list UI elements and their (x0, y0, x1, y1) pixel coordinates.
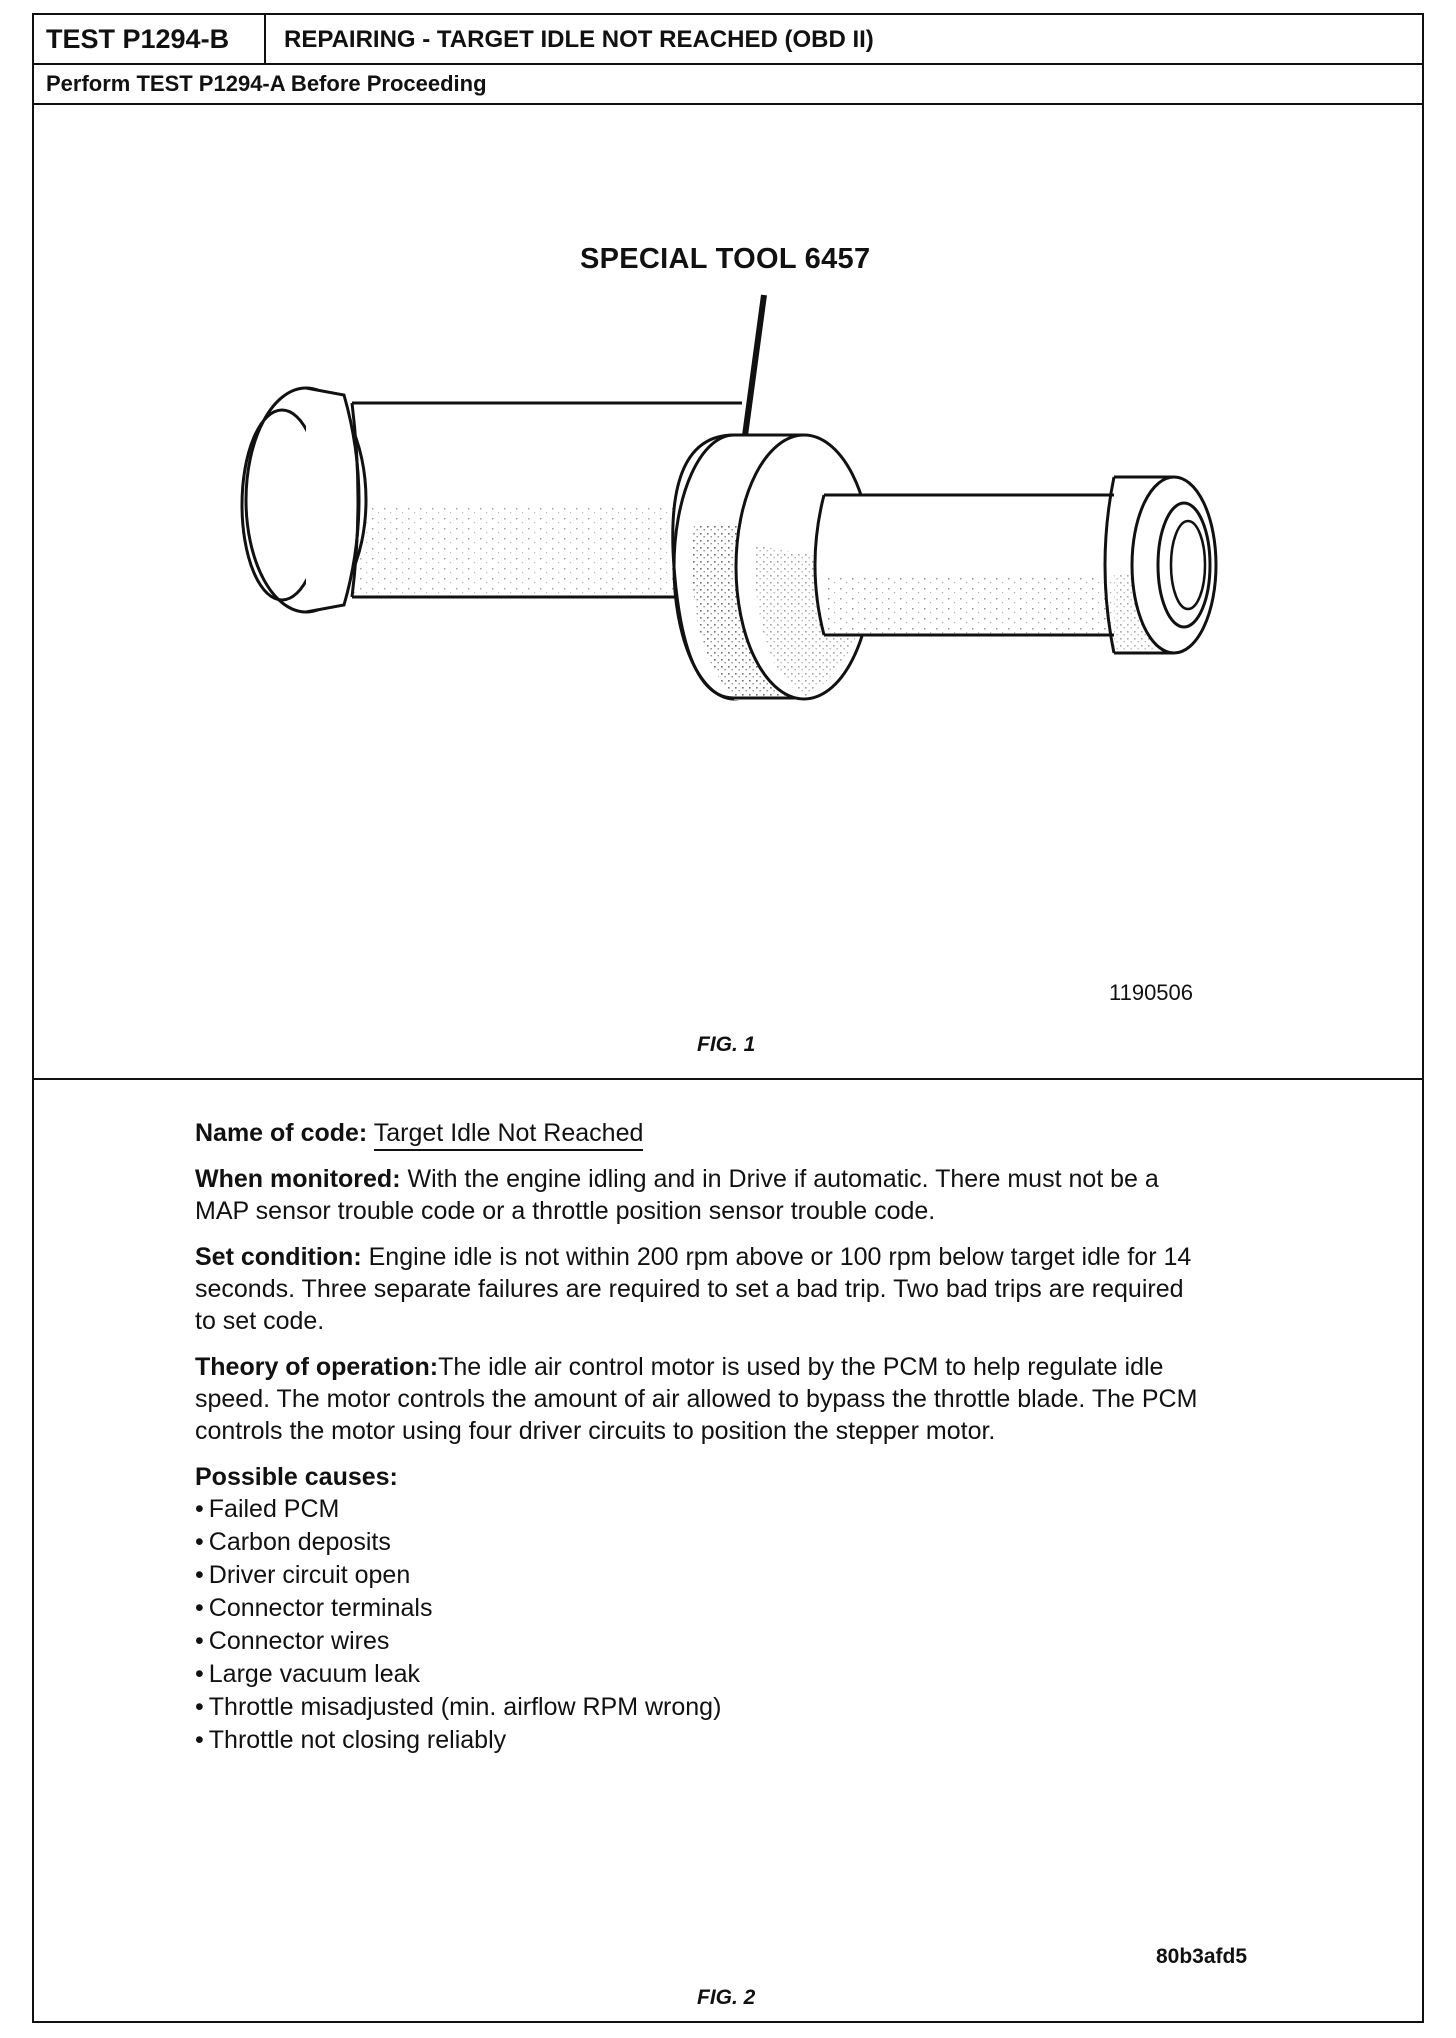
theory-text: The idle air control motor is used by the PCM to help regulate idle speed. The motor controls the amount of air allowed to bypass the throttle blade. The PCM controls the motor using four driver circuits to position the stepper motor. (195, 1353, 1198, 1445)
special-tool-illustration (34, 105, 1422, 1080)
figure-2-caption: FIG. 2 (697, 1986, 756, 2009)
when-monitored-paragraph (195, 1163, 1205, 1227)
possible-causes-label: Possible causes: (195, 1463, 398, 1491)
when-monitored-label: When monitored: (195, 1165, 401, 1193)
figure-1-panel (34, 105, 1422, 1080)
code-name-paragraph (195, 1117, 1205, 1149)
set-condition-paragraph (195, 1241, 1205, 1337)
cause-item: • Throttle not closing reliably (195, 1724, 1205, 1757)
left-end-flange (242, 388, 366, 612)
theory-label: Theory of operation: (195, 1353, 439, 1381)
possible-causes-list (195, 1493, 1205, 1757)
cause-item: • Large vacuum leak (195, 1658, 1205, 1691)
cause-item: • Connector wires (195, 1625, 1205, 1658)
set-condition-text: Engine idle is not within 200 rpm above or 100 rpm below target idle for 14 seconds. Three separate failures are required to set a bad trip. Two bad trips are required to set code. (195, 1243, 1192, 1335)
prerequisite-note: Perform TEST P1294-A Before Proceeding (34, 65, 1422, 105)
code-info-block (195, 1117, 1205, 1757)
figure-2-code: 80b3afd5 (1156, 1945, 1248, 1968)
tool-callout-label: SPECIAL TOOL 6457 (580, 243, 871, 275)
cause-item: • Throttle misadjusted (min. airflow RPM wrong) (195, 1691, 1205, 1724)
theory-paragraph (195, 1351, 1205, 1447)
cause-item: • Connector terminals (195, 1592, 1205, 1625)
when-monitored-text: With the engine idling and in Drive if automatic. There must not be a MAP sensor trouble code or a throttle position sensor trouble code. (195, 1165, 1159, 1225)
header-row (34, 15, 1422, 65)
code-name-value: Target Idle Not Reached (374, 1119, 644, 1151)
figure-1-number: 1190506 (1109, 980, 1194, 1005)
set-condition-label: Set condition: (195, 1243, 362, 1271)
test-title: REPAIRING - TARGET IDLE NOT REACHED (OBD II) (284, 26, 874, 53)
test-id: TEST P1294-B (34, 15, 266, 63)
right-end-fitting (1105, 477, 1216, 653)
cause-item: • Carbon deposits (195, 1526, 1205, 1559)
right-tube (815, 495, 1114, 635)
code-name-label: Name of code: (195, 1119, 368, 1147)
cause-item: • Failed PCM (195, 1493, 1205, 1526)
figure-1-caption: FIG. 1 (697, 1033, 756, 1056)
cause-item: • Driver circuit open (195, 1559, 1205, 1592)
